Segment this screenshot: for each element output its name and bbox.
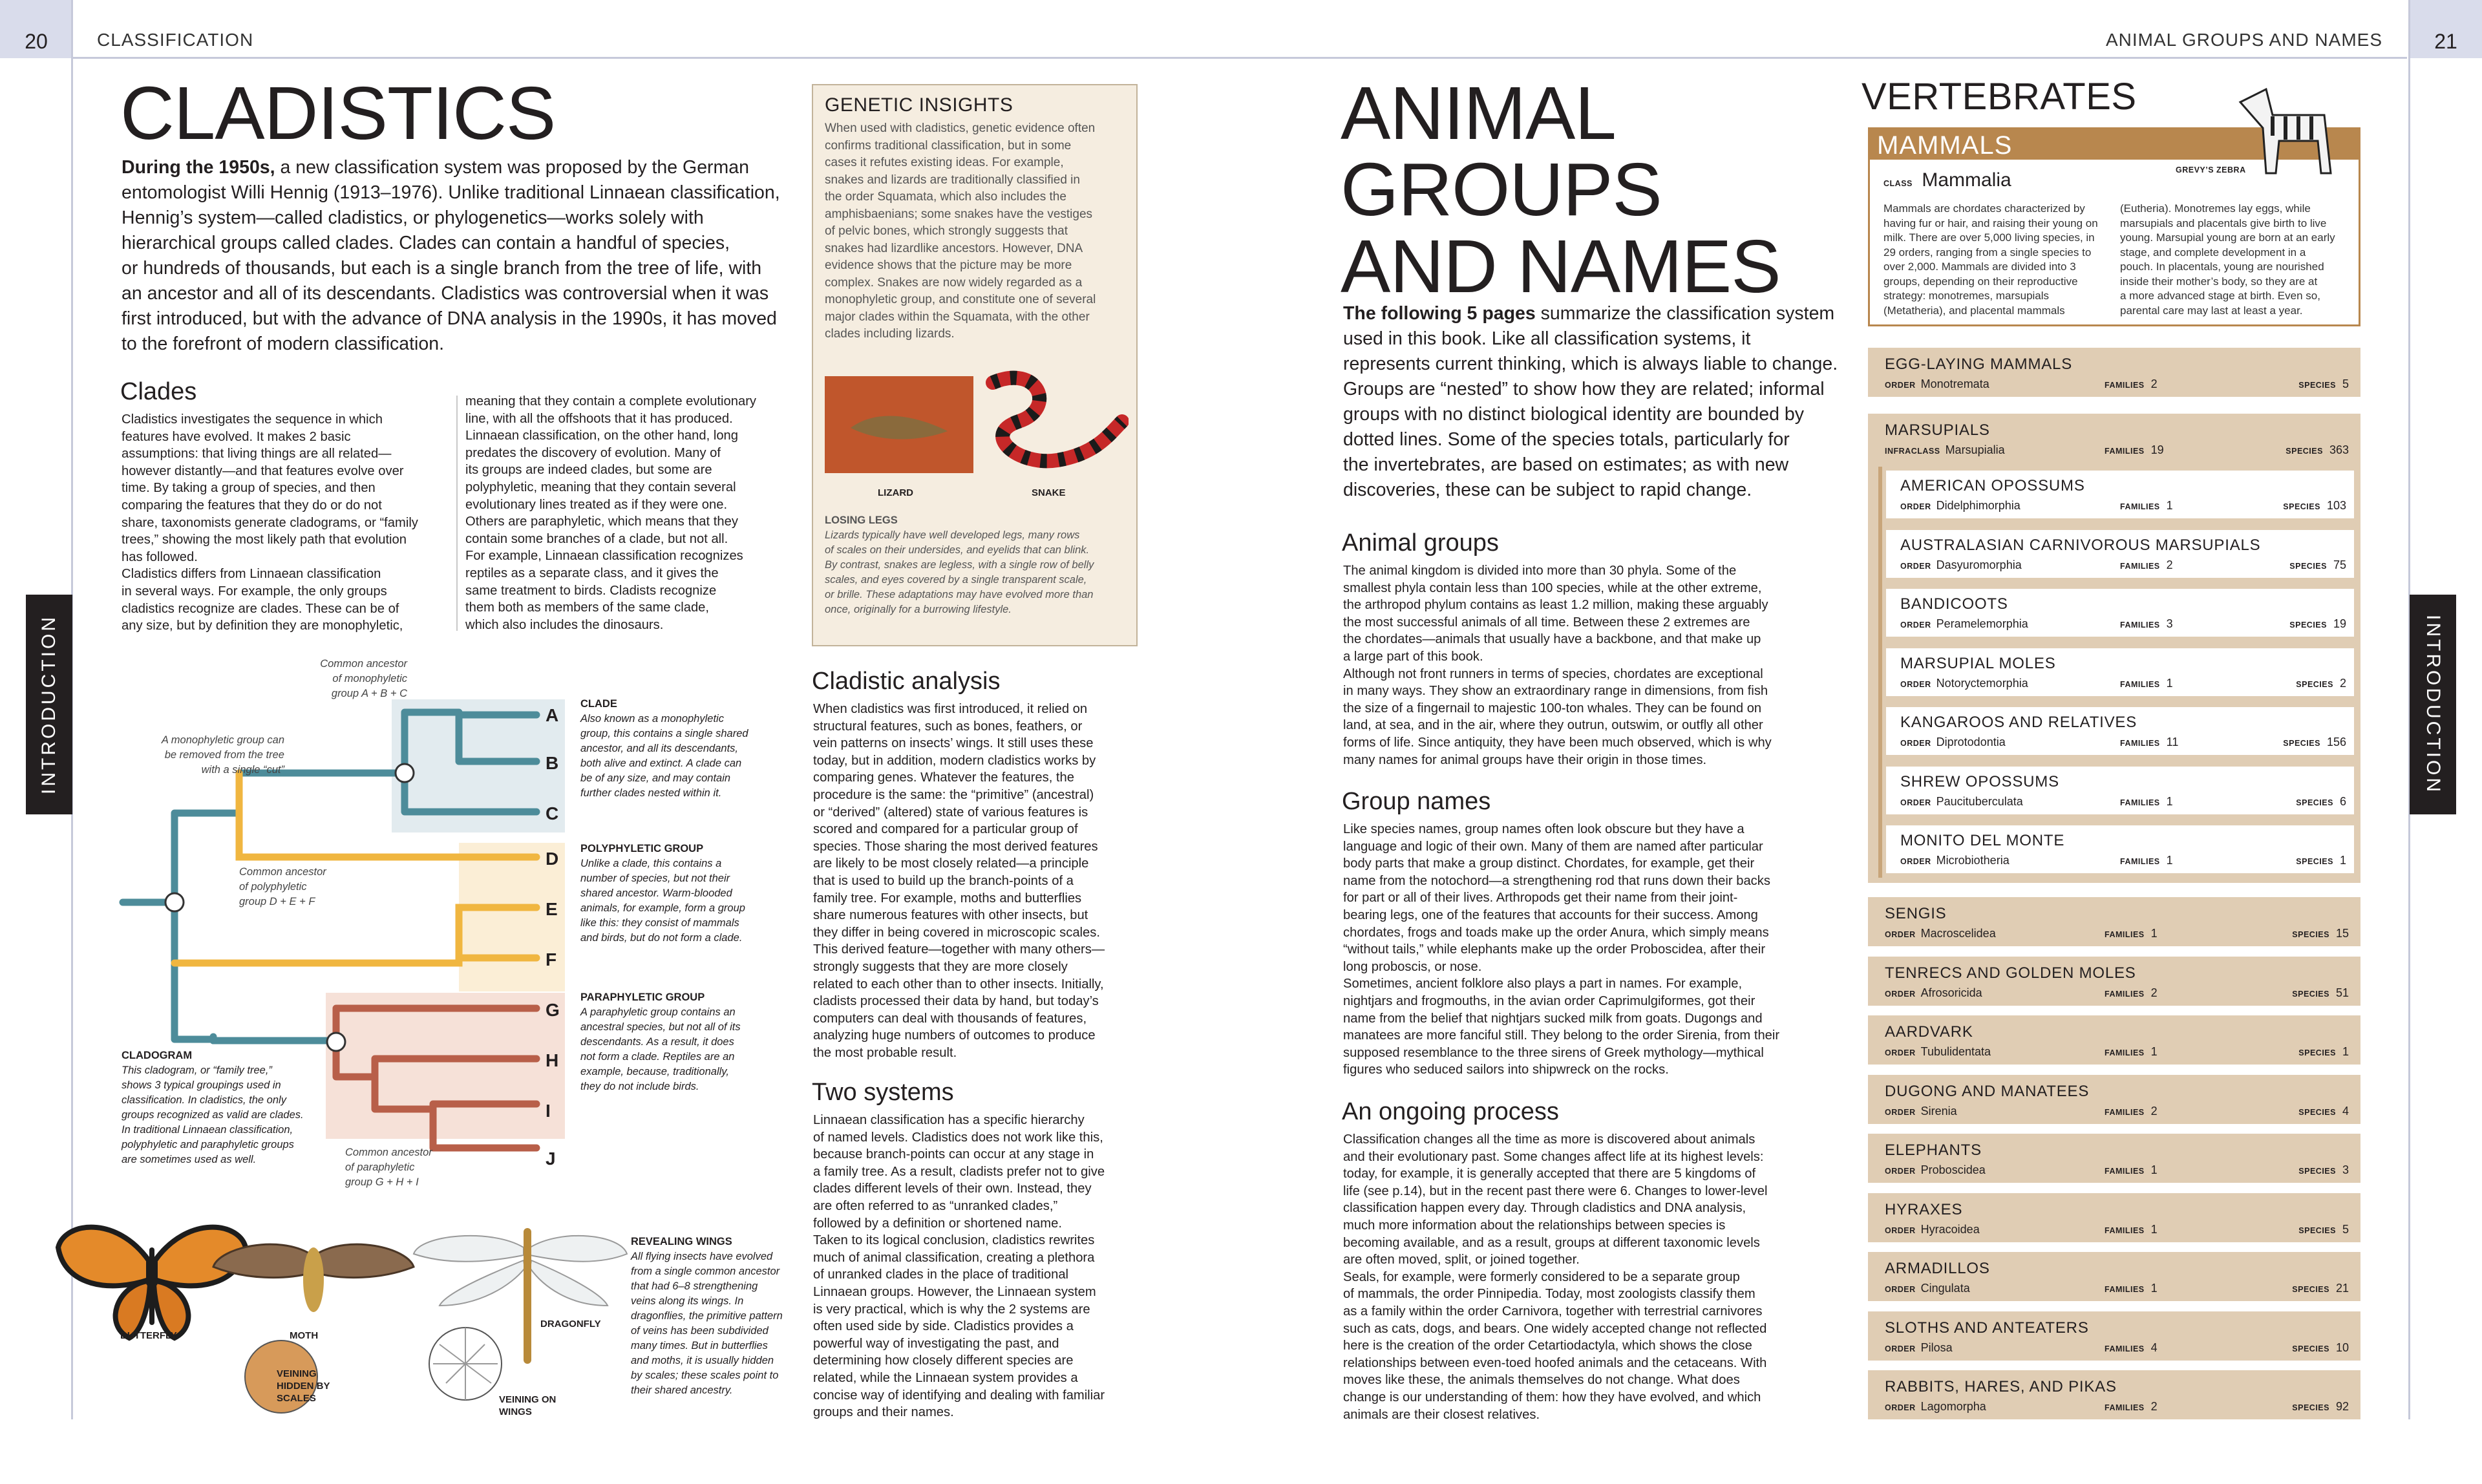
text-line: much more information about the relationships between species is <box>1343 1218 1726 1233</box>
text-line: however distantly—and that features evolve over <box>122 463 404 478</box>
cladogram-caption: CLADOGRAM This cladogram, or “family tree,” shows 3 typical groupings used in classification. In cladistics, the only groups recognized as valid are clades. In traditional Linnaean classification, polyphyletic and paraphyletic groups are sometimes used as well. <box>122 1050 304 1165</box>
text-line: of named levels. Cladistics does not work like this, <box>813 1130 1103 1145</box>
text-line: concise way of identifying and dealing with familiar <box>813 1388 1105 1403</box>
text-line: that is used to build up the branch-points of a <box>813 873 1074 888</box>
order-item <box>1886 825 2354 873</box>
text-line: “without tails,” while elephants make up the order Proboscidea, after their <box>1343 942 1766 957</box>
side-tab-right: INTRODUCTION <box>2410 595 2456 814</box>
text-line: is very practical, which is why the 2 systems are <box>813 1302 1090 1317</box>
leaf-g: G <box>546 1000 560 1020</box>
leaf-j: J <box>546 1149 556 1169</box>
text-line: the size of a fingernail to majestic 100-ton whales. They can be found on <box>1343 701 1762 716</box>
text-line: followed by a definition or shortened name. <box>813 1216 1062 1231</box>
text-line: line, with all the offshoots that it has produced. <box>465 411 733 426</box>
text-line: young. Marsupial young are born at an early <box>2120 231 2335 244</box>
order-name: RABBITS, HARES, AND PIKAS <box>1885 1378 2117 1395</box>
leaf-c: C <box>546 803 559 823</box>
order-stats: ORDER Paucituberculata FAMILIES 1 SPECIES 6 <box>1900 794 2346 808</box>
text-line: today, but in addition, modern cladistics works by <box>813 753 1096 768</box>
text-line: Linnaean classification has a specific hierarchy <box>813 1113 1085 1127</box>
text-line: amphisbaenians; some snakes have the vestiges <box>825 207 1093 221</box>
order-stats: ORDER Cingulata FAMILIES 1 SPECIES 21 <box>1885 1282 2349 1295</box>
text-line: of mammals, the order Pinnipedia. Today, most zoologists classify them <box>1343 1287 1755 1302</box>
order-name: TENRECS AND GOLDEN MOLES <box>1885 964 2136 982</box>
order-stats: ORDER Afrosoricida FAMILIES 2 SPECIES 51 <box>1885 986 2349 999</box>
text-line: clades including lizards. <box>825 327 955 341</box>
polyphyletic-ancestor-note: Common ancestor of polyphyletic group D + E + F <box>239 866 326 907</box>
text-line: milk. There are over 5,000 living species, in <box>1883 231 2095 244</box>
text-line: having fur or hair, and raising their young on <box>1883 217 2098 229</box>
text-line: of unranked clades in the place of traditional <box>813 1267 1069 1282</box>
text-line: which also includes the dinosaurs. <box>465 617 664 632</box>
ongoing-process-heading: An ongoing process <box>1342 1098 1559 1125</box>
polyphyletic-caption: POLYPHYLETIC GROUP Unlike a clade, this contains a number of species, but not their shared ancestor. Warm-blooded animals, for example, form a group like this: they consist of mammals and birds, but do not form a clade. <box>580 843 745 944</box>
order-item <box>1868 1015 2360 1065</box>
genetic-insights-text <box>825 120 1127 343</box>
text-line: as a family within the order Carnivora, together with terrestrial carnivores <box>1343 1304 1763 1319</box>
order-stats: ORDER Didelphimorphia FAMILIES 1 SPECIES 103 <box>1900 499 2346 512</box>
clade-ancestor-node <box>396 764 414 782</box>
zebra-image <box>2227 76 2357 180</box>
cladistics-title: CLADISTICS <box>120 71 556 155</box>
text-line: comparing genes. Whatever the features, the <box>813 770 1074 785</box>
text-line: strategy: monotremes, marsupials <box>1883 290 2050 302</box>
order-item <box>1886 589 2354 637</box>
group-names-heading: Group names <box>1342 788 1491 815</box>
order-name: SENGIS <box>1885 905 1947 922</box>
text-line: today, for example, it is generally accepted that there are 5 kingdoms of <box>1343 1167 1756 1182</box>
running-head-left: CLASSIFICATION <box>97 30 254 50</box>
order-name: AMERICAN OPOSSUMS <box>1900 477 2085 494</box>
mammals-header: MAMMALS <box>1868 127 2360 160</box>
leaf-i: I <box>546 1101 551 1121</box>
text-line: features have evolved. It makes 2 basic <box>122 429 351 444</box>
egg-laying-mammals-bar: EGG-LAYING MAMMALS ORDER Monotremata FAMILIES 2 SPECIES 5 <box>1868 348 2360 397</box>
dragonfly-label: DRAGONFLY <box>540 1319 601 1330</box>
text-line: meaning that they contain a complete evolutionary <box>465 394 757 408</box>
clades-column-1 <box>122 411 445 635</box>
text-line: scored and compared for a particular group of <box>813 822 1078 837</box>
order-name: SHREW OPOSSUMS <box>1900 772 2059 790</box>
two-systems-text <box>813 1112 1149 1421</box>
column-divider <box>456 396 458 631</box>
veining-on-label: VEINING ON WINGS <box>499 1394 557 1417</box>
snake-label: SNAKE <box>1032 487 1066 498</box>
animal-groups-heading: Animal groups <box>1342 529 1499 556</box>
order-name: AUSTRALASIAN CARNIVOROUS MARSUPIALS <box>1900 536 2261 554</box>
text-line: its groups are indeed clades, but some are <box>465 463 712 478</box>
losing-legs-caption: LOSING LEGS Lizards typically have well developed legs, many rows of scales on their undersides, and eyelids that can blink. By contrast, snakes are legless, with a single row of belly scales, and eyes covered by a single transparent scale, or brille. These adaptations may have evolved more than once, originally for a burrowing lifestyle. <box>825 514 1094 615</box>
text-line: manatees are more fanciful still. They belong to the order Sirenia, from their <box>1343 1028 1780 1043</box>
text-line: any size, but by definition they are monophyletic, <box>122 619 403 633</box>
text-line: The animal kingdom is divided into more than 30 phyla. Some of the <box>1343 564 1737 578</box>
text-line: has followed. <box>122 549 198 564</box>
order-stats: ORDER Tubulidentata FAMILIES 1 SPECIES 1 <box>1885 1045 2349 1058</box>
text-line: in several ways. For example, the only groups <box>122 584 387 599</box>
mammals-description-right <box>2120 202 2353 318</box>
order-name: AARDVARK <box>1885 1023 1973 1041</box>
text-line: Linnaean groups. However, the Linnaean system <box>813 1284 1096 1299</box>
order-item <box>1868 1370 2360 1419</box>
order-item <box>1868 1252 2360 1301</box>
lizard-snake-photos <box>825 370 1129 499</box>
class-name: Mammalia <box>1922 169 2011 191</box>
page-number-right: 21 <box>2410 0 2482 58</box>
text-line: a family tree. As a result, cladists prefer not to give <box>813 1164 1105 1179</box>
text-line: evolutionary lines treated as if they were one. <box>465 497 728 512</box>
text-line: trees,” showing the most likely path that evolution <box>122 533 407 547</box>
paraphyletic-highlight <box>326 993 565 1139</box>
text-line: (Eutheria). Monotremes lay eggs, while <box>2120 202 2311 215</box>
text-line: contain some branches of a clade, but not all. <box>465 531 728 546</box>
text-line: the chordates—animals that usually have a backbone, and that make up <box>1343 632 1761 647</box>
monophyletic-ancestor-note: Common ancestor of monophyletic group A + B + C <box>320 658 407 699</box>
text-line: for part or all of their lives. Arthropods get their name from their joint- <box>1343 891 1738 906</box>
text-line: This derived feature—together with many others— <box>813 942 1105 957</box>
animal-groups-title: ANIMAL GROUPS AND NAMES <box>1341 71 1781 308</box>
text-line: and their evolutionary past. Some changes affect life at its highest levels: <box>1343 1149 1764 1164</box>
order-stats: ORDER Lagomorpha FAMILIES 2 SPECIES 92 <box>1885 1400 2349 1413</box>
text-line: computers can deal with thousands of features, <box>813 1011 1087 1026</box>
text-line: Mammals are chordates characterized by <box>1883 202 2085 215</box>
order-item <box>1886 707 2354 755</box>
text-line: analyzing huge numbers of outcomes to produce <box>813 1028 1096 1043</box>
text-line: relationships between even-toed hoofed animals and the cetaceans. With <box>1343 1355 1767 1370</box>
two-systems-heading: Two systems <box>812 1079 954 1106</box>
order-item <box>1868 1075 2360 1124</box>
text-line: Others are paraphyletic, which means that they <box>465 514 738 529</box>
order-name: ARMADILLOS <box>1885 1260 1990 1277</box>
text-line: a more advanced stage at birth. Even so, <box>2120 290 2320 302</box>
order-item <box>1868 957 2360 1006</box>
text-line: bearing legs, one of the features that accounts for their success. Among <box>1343 907 1758 922</box>
text-line: Sometimes, ancient folklore also plays a part in names. For example, <box>1343 977 1743 991</box>
order-stats: ORDER Microbiotheria FAMILIES 1 SPECIES 1 <box>1900 854 2346 867</box>
leaf-h: H <box>546 1050 559 1070</box>
text-line: animals are their closest relatives. <box>1343 1407 1540 1422</box>
text-line: the arthropod phylum contains as least 1.2 million, making these arguably <box>1343 598 1768 613</box>
text-line: in many ways. They show an extraordinary range in dimensions, from fish <box>1343 684 1768 699</box>
text-line: smallest phyla contain less than 100 species, while at the other extreme, <box>1343 580 1762 595</box>
text-line: procedure is the same: the “primitive” (ancestral) <box>813 787 1094 802</box>
text-line: land, at sea, and in the air, where they outrun, outswim, or outfly all other <box>1343 718 1763 733</box>
text-line: of pelvic bones, which strongly suggests that <box>825 224 1068 238</box>
animal-groups-text <box>1343 562 1860 768</box>
text-line: share, taxonomists generate cladograms, or “family <box>122 515 418 530</box>
order-name: HYRAXES <box>1885 1200 1963 1218</box>
text-line: complex. Snakes are now widely regarded as a <box>825 275 1083 290</box>
text-line: Seals, for example, were formerly considered to be a separate group <box>1343 1269 1740 1284</box>
insect-wings-illustration <box>52 1209 633 1422</box>
text-line: them both as members of the same clade, <box>465 600 710 615</box>
text-line: related to each other than to other insects. Initially, <box>813 977 1104 991</box>
order-stats: ORDER Proboscidea FAMILIES 1 SPECIES 3 <box>1885 1163 2349 1176</box>
clade-caption: CLADE Also known as a monophyletic group, this contains a single shared ancestor, and all its descendants, both alive and extinct. A clade can be of any size, and may contain further clades nested within it. <box>580 698 748 799</box>
order-item <box>1868 1193 2360 1242</box>
order-stats: ORDER Pilosa FAMILIES 4 SPECIES 10 <box>1885 1341 2349 1354</box>
text-line: monophyletic group, and constitute one of several <box>825 293 1096 306</box>
text-line: time. By taking a group of species, and then <box>122 481 376 496</box>
text-line: reptiles as a separate class, and it gives the <box>465 566 719 580</box>
text-line: marsupials and placentals give birth to live <box>2120 217 2327 229</box>
text-line: they differ in being covered in microscopic scales. <box>813 925 1100 940</box>
text-line: the order Squamata, which also includes the <box>825 190 1066 204</box>
page-number-left: 20 <box>0 0 72 58</box>
order-name: SLOTHS AND ANTEATERS <box>1885 1319 2089 1337</box>
text-line: groups, depending on their reproductive <box>1883 275 2078 288</box>
text-line: cladistics recognize are clades. These can be of <box>122 601 399 616</box>
text-line: classification happen every day. Through cladistics and DNA analysis, <box>1343 1201 1746 1216</box>
text-line: Taken to its logical conclusion, cladistics rewrites <box>813 1233 1095 1248</box>
text-line: name from the belief that nightjars sucked milk from goats. Dugongs and <box>1343 1011 1763 1026</box>
text-line: When cladistics was first introduced, it relied on <box>813 702 1088 716</box>
text-line: are likely to be most closely related—a principle <box>813 856 1089 871</box>
cladistic-analysis-text <box>813 701 1149 1061</box>
order-item <box>1886 767 2354 814</box>
order-name: DUGONG AND MANATEES <box>1885 1082 2090 1100</box>
order-stats: ORDER Dasyuromorphia FAMILIES 2 SPECIES 75 <box>1900 558 2346 571</box>
text-line: Cladistics investigates the sequence in which <box>122 412 383 427</box>
text-line: cladists processed their data by hand, but today’s <box>813 994 1099 1009</box>
text-line: because branch-points can occur at any stage in <box>813 1147 1094 1162</box>
order-name: BANDICOOTS <box>1900 595 2008 613</box>
leaf-e: E <box>546 899 558 919</box>
order-item <box>1868 1311 2360 1361</box>
genetic-insights-title: GENETIC INSIGHTS <box>825 94 1013 116</box>
order-stats: ORDER Macroscelidea FAMILIES 1 SPECIES 15 <box>1885 927 2349 940</box>
order-item <box>1868 897 2360 946</box>
text-line: species. Those sharing the most derived features <box>813 839 1098 854</box>
text-line: are often referred to as “unranked clades,” <box>813 1198 1058 1213</box>
order-item <box>1868 1134 2360 1183</box>
veining-hidden-label: VEINING HIDDEN BY SCALES <box>277 1368 330 1404</box>
text-line: related, while the Linnaean system provides a <box>813 1370 1078 1385</box>
text-line: Like species names, group names often look obscure but they have a <box>1343 822 1745 836</box>
butterfly-label: BUTTERFLY <box>120 1330 177 1341</box>
zebra-label: GREVY’S ZEBRA <box>2176 165 2246 175</box>
text-line: a large part of this book. <box>1343 649 1483 664</box>
text-line: Linnaean classification, on the other hand, long <box>465 429 738 443</box>
text-line: language and logic of their own. Many of them are named after particular <box>1343 839 1763 854</box>
text-line: are often moved, split, or joined together. <box>1343 1253 1580 1267</box>
text-line: Although not front runners in terms of species, chordates are exceptional <box>1343 666 1763 681</box>
text-line: comparing the features that they do or do not <box>122 498 382 513</box>
ongoing-process-text <box>1343 1131 1860 1423</box>
text-line: often used side by side. Cladistics provides a <box>813 1319 1074 1334</box>
text-line: Cladistics differs from Linnaean classification <box>122 567 381 582</box>
text-line: the most probable result. <box>813 1045 957 1060</box>
text-line: major clades within the Squamata, with the other <box>825 310 1090 324</box>
text-line: snakes and lizards are traditionally classified in <box>825 173 1080 187</box>
text-line: evidence shows that the picture may be more <box>825 259 1072 272</box>
text-line: confirms traditional classification, but in some <box>825 138 1072 153</box>
text-line: polyphyletic, meaning that they contain several <box>465 480 736 494</box>
text-line: forms of life. Since antiquity, they have been much observed, which is why <box>1343 735 1772 750</box>
text-line: structural features, such as bones, feathers, or <box>813 719 1083 734</box>
order-stats: ORDER Peramelemorphia FAMILIES 3 SPECIES 19 <box>1900 617 2346 630</box>
text-line: chordates, frogs and toads make up the order Anura, which simply means <box>1343 925 1769 940</box>
animal-groups-intro: The following 5 pages summarize the classification system used in this book. Like all classification systems, it represents current thinking, which is always liable to change. Groups are “nested” to show how they are related; informal groups with no distinct biological identity are bounded by dotted lines. Some of the species totals, particularly for the invertebrates, are based on estimates; as with new discoveries, these can be subject to rapid change. <box>1343 303 1838 500</box>
text-line: family tree. For example, moths and butterflies <box>813 891 1082 906</box>
side-tab-left: INTRODUCTION <box>26 595 72 814</box>
lizard-label: LIZARD <box>878 487 913 498</box>
order-item <box>1886 471 2354 518</box>
genetic-insights-box <box>812 84 1138 646</box>
text-line: body parts that make a group distinct. Chordates, for example, get their <box>1343 856 1755 871</box>
order-stats: ORDER Sirenia FAMILIES 2 SPECIES 4 <box>1885 1104 2349 1118</box>
text-line: supposed resemblance to the three sirens of Greek mythology—mythical <box>1343 1045 1764 1060</box>
text-line: (Metatheria), and placental mammals <box>1883 304 2065 317</box>
order-stats: ORDER Diprotodontia FAMILIES 11 SPECIES 156 <box>1900 736 2346 748</box>
text-line: When used with cladistics, genetic evidence often <box>825 122 1096 135</box>
leaf-a: A <box>546 705 559 725</box>
text-line: change is our understanding of them: how they have evolved, and which <box>1343 1390 1761 1404</box>
text-line: clades different levels of their own. Instead, they <box>813 1182 1092 1196</box>
text-line: much of animal classification, creating a plethora <box>813 1250 1095 1265</box>
text-line: long proboscis, or nose. <box>1343 959 1482 974</box>
text-line: predates the discovery of evolution. Many of <box>465 445 721 460</box>
text-line: nightjars and frogmouths, in the avian order Caprimulgiformes, got their <box>1343 993 1755 1008</box>
text-line: here is the creation of the order Cetartiodactyla, which shows the close <box>1343 1339 1752 1353</box>
vertebrates-title: VERTEBRATES <box>1862 76 2137 118</box>
marsupials-rule <box>1878 467 1882 878</box>
text-line: inside their mother’s body, so they are at <box>2120 275 2318 288</box>
clades-column-2 <box>465 393 789 633</box>
text-line: share numerous features with other insects, but <box>813 908 1088 923</box>
cladistics-intro: During the 1950s, a new classification system was proposed by the German entomologist Willi Hennig (1913–1976). Unlike traditional Linnaean classification, Hennig’s system—called cladistics, or phylogenetics—works solely with hierarchical groups called clades. Clades can contain a handful of species, or hundreds of thousands, but each is a single branch from the tree of life, with an ancestor and all of its descendants. Cladistics was controversial when it was first introduced, but with the advance of DNA analysis in the 1990s, it has moved to the forefront of modern classification. <box>122 157 780 354</box>
text-line: snakes had lizardlike ancestors. However, DNA <box>825 241 1083 255</box>
order-name: KANGAROOS AND RELATIVES <box>1900 714 2137 731</box>
text-line: becoming available, and as a result, groups at different taxonomic levels <box>1343 1235 1760 1250</box>
text-line: name from the notochord—a strengthening rod that runs down their backs <box>1343 873 1770 888</box>
polyphyletic-ancestor-node <box>165 893 184 911</box>
order-stats: ORDER Hyracoidea FAMILIES 1 SPECIES 5 <box>1885 1222 2349 1236</box>
order-name: MONITO DEL MONTE <box>1900 832 2065 849</box>
text-line: vein patterns on insects’ wings. It still uses these <box>813 736 1094 751</box>
text-line: many names for animal groups have their origin in those times. <box>1343 752 1707 767</box>
order-name: MARSUPIAL MOLES <box>1900 654 2056 672</box>
text-line: such as cats, dogs, and bears. One widely accepted change not reflected <box>1343 1321 1767 1336</box>
text-line: same treatment to birds. Cladists recognize <box>465 583 717 598</box>
text-line: parental care may last at least a year. <box>2120 304 2303 317</box>
paraphyletic-caption: PARAPHYLETIC GROUP A paraphyletic group contains an ancestral species, but not all of its descendants. As a result, it does not form a clade. Reptiles are an example, because, traditionally, they do not include birds. <box>580 991 741 1092</box>
paraphyletic-ancestor-note: Common ancestor of paraphyletic group G + H + I <box>345 1147 432 1188</box>
leaf-d: D <box>546 849 559 869</box>
text-line: moves like these, the animals themselves do not change. What does <box>1343 1373 1740 1388</box>
group-names-text <box>1343 821 1860 1079</box>
cladistic-analysis-heading: Cladistic analysis <box>812 668 1001 695</box>
order-stats: ORDER Notoryctemorphia FAMILIES 1 SPECIES 2 <box>1900 676 2346 690</box>
order-item <box>1886 530 2354 578</box>
text-line: groups and their names. <box>813 1405 954 1420</box>
text-line: powerful way of investigating the past, and <box>813 1336 1059 1351</box>
text-line: strongly suggests that they are more closely <box>813 959 1068 974</box>
butterfly-image <box>58 1227 246 1338</box>
text-line: life (see p.14), but in the recent past there were 6. Changes to lower-level <box>1343 1183 1768 1198</box>
text-line: the most successful animals of all time. Between these 2 extremes are <box>1343 615 1750 630</box>
text-line: or “derived” (altered) state of various features is <box>813 805 1088 820</box>
text-line: over 2,000. Mammals are divided into 3 <box>1883 260 2076 273</box>
text-line: figures who seduced sailors into shipwreck on the rocks. <box>1343 1063 1669 1077</box>
moth-label: MOTH <box>290 1330 319 1341</box>
text-line: pouch. In placentals, young are nourished <box>2120 260 2324 273</box>
running-head-right: ANIMAL GROUPS AND NAMES <box>2105 30 2382 50</box>
order-name: ELEPHANTS <box>1885 1141 1982 1159</box>
text-line: stage, and complete development in a <box>2120 246 2306 259</box>
revealing-wings-caption: REVEALING WINGS All flying insects have evolved from a single common ancestor that had 6–8 strengthening veins along its wings. In dragonflies, the primitive pattern of veins has been subdivided many times. But in butterflies and moths, it is usually hidden by scales; these scales point to their shared ancestry. <box>631 1236 783 1396</box>
text-line: 29 orders, ranging from a single species to <box>1883 246 2092 259</box>
text-line: For example, Linnaean classification recognizes <box>465 549 743 564</box>
clades-heading: Clades <box>120 378 197 405</box>
moth-image <box>213 1244 414 1312</box>
text-line: determining how closely different species are <box>813 1353 1074 1368</box>
mammals-description-left <box>1883 202 2116 318</box>
removal-note: A monophyletic group can be removed from the tree with a single “cut” <box>161 734 284 776</box>
leaf-b: B <box>546 753 559 773</box>
leaf-f: F <box>546 949 557 970</box>
marsupials-group: MARSUPIALS INFRACLASS Marsupialia FAMILIES 19 SPECIES 363 <box>1868 414 2360 883</box>
text-line: Classification changes all the time as more is discovered about animals <box>1343 1132 1755 1147</box>
text-line: assumptions: that living things are all related— <box>122 447 392 461</box>
order-item <box>1886 648 2354 696</box>
text-line: cases it refutes existing ideas. For example, <box>825 156 1064 169</box>
header-rule <box>72 57 2407 59</box>
class-line: CLASS Mammalia <box>1883 169 2011 191</box>
